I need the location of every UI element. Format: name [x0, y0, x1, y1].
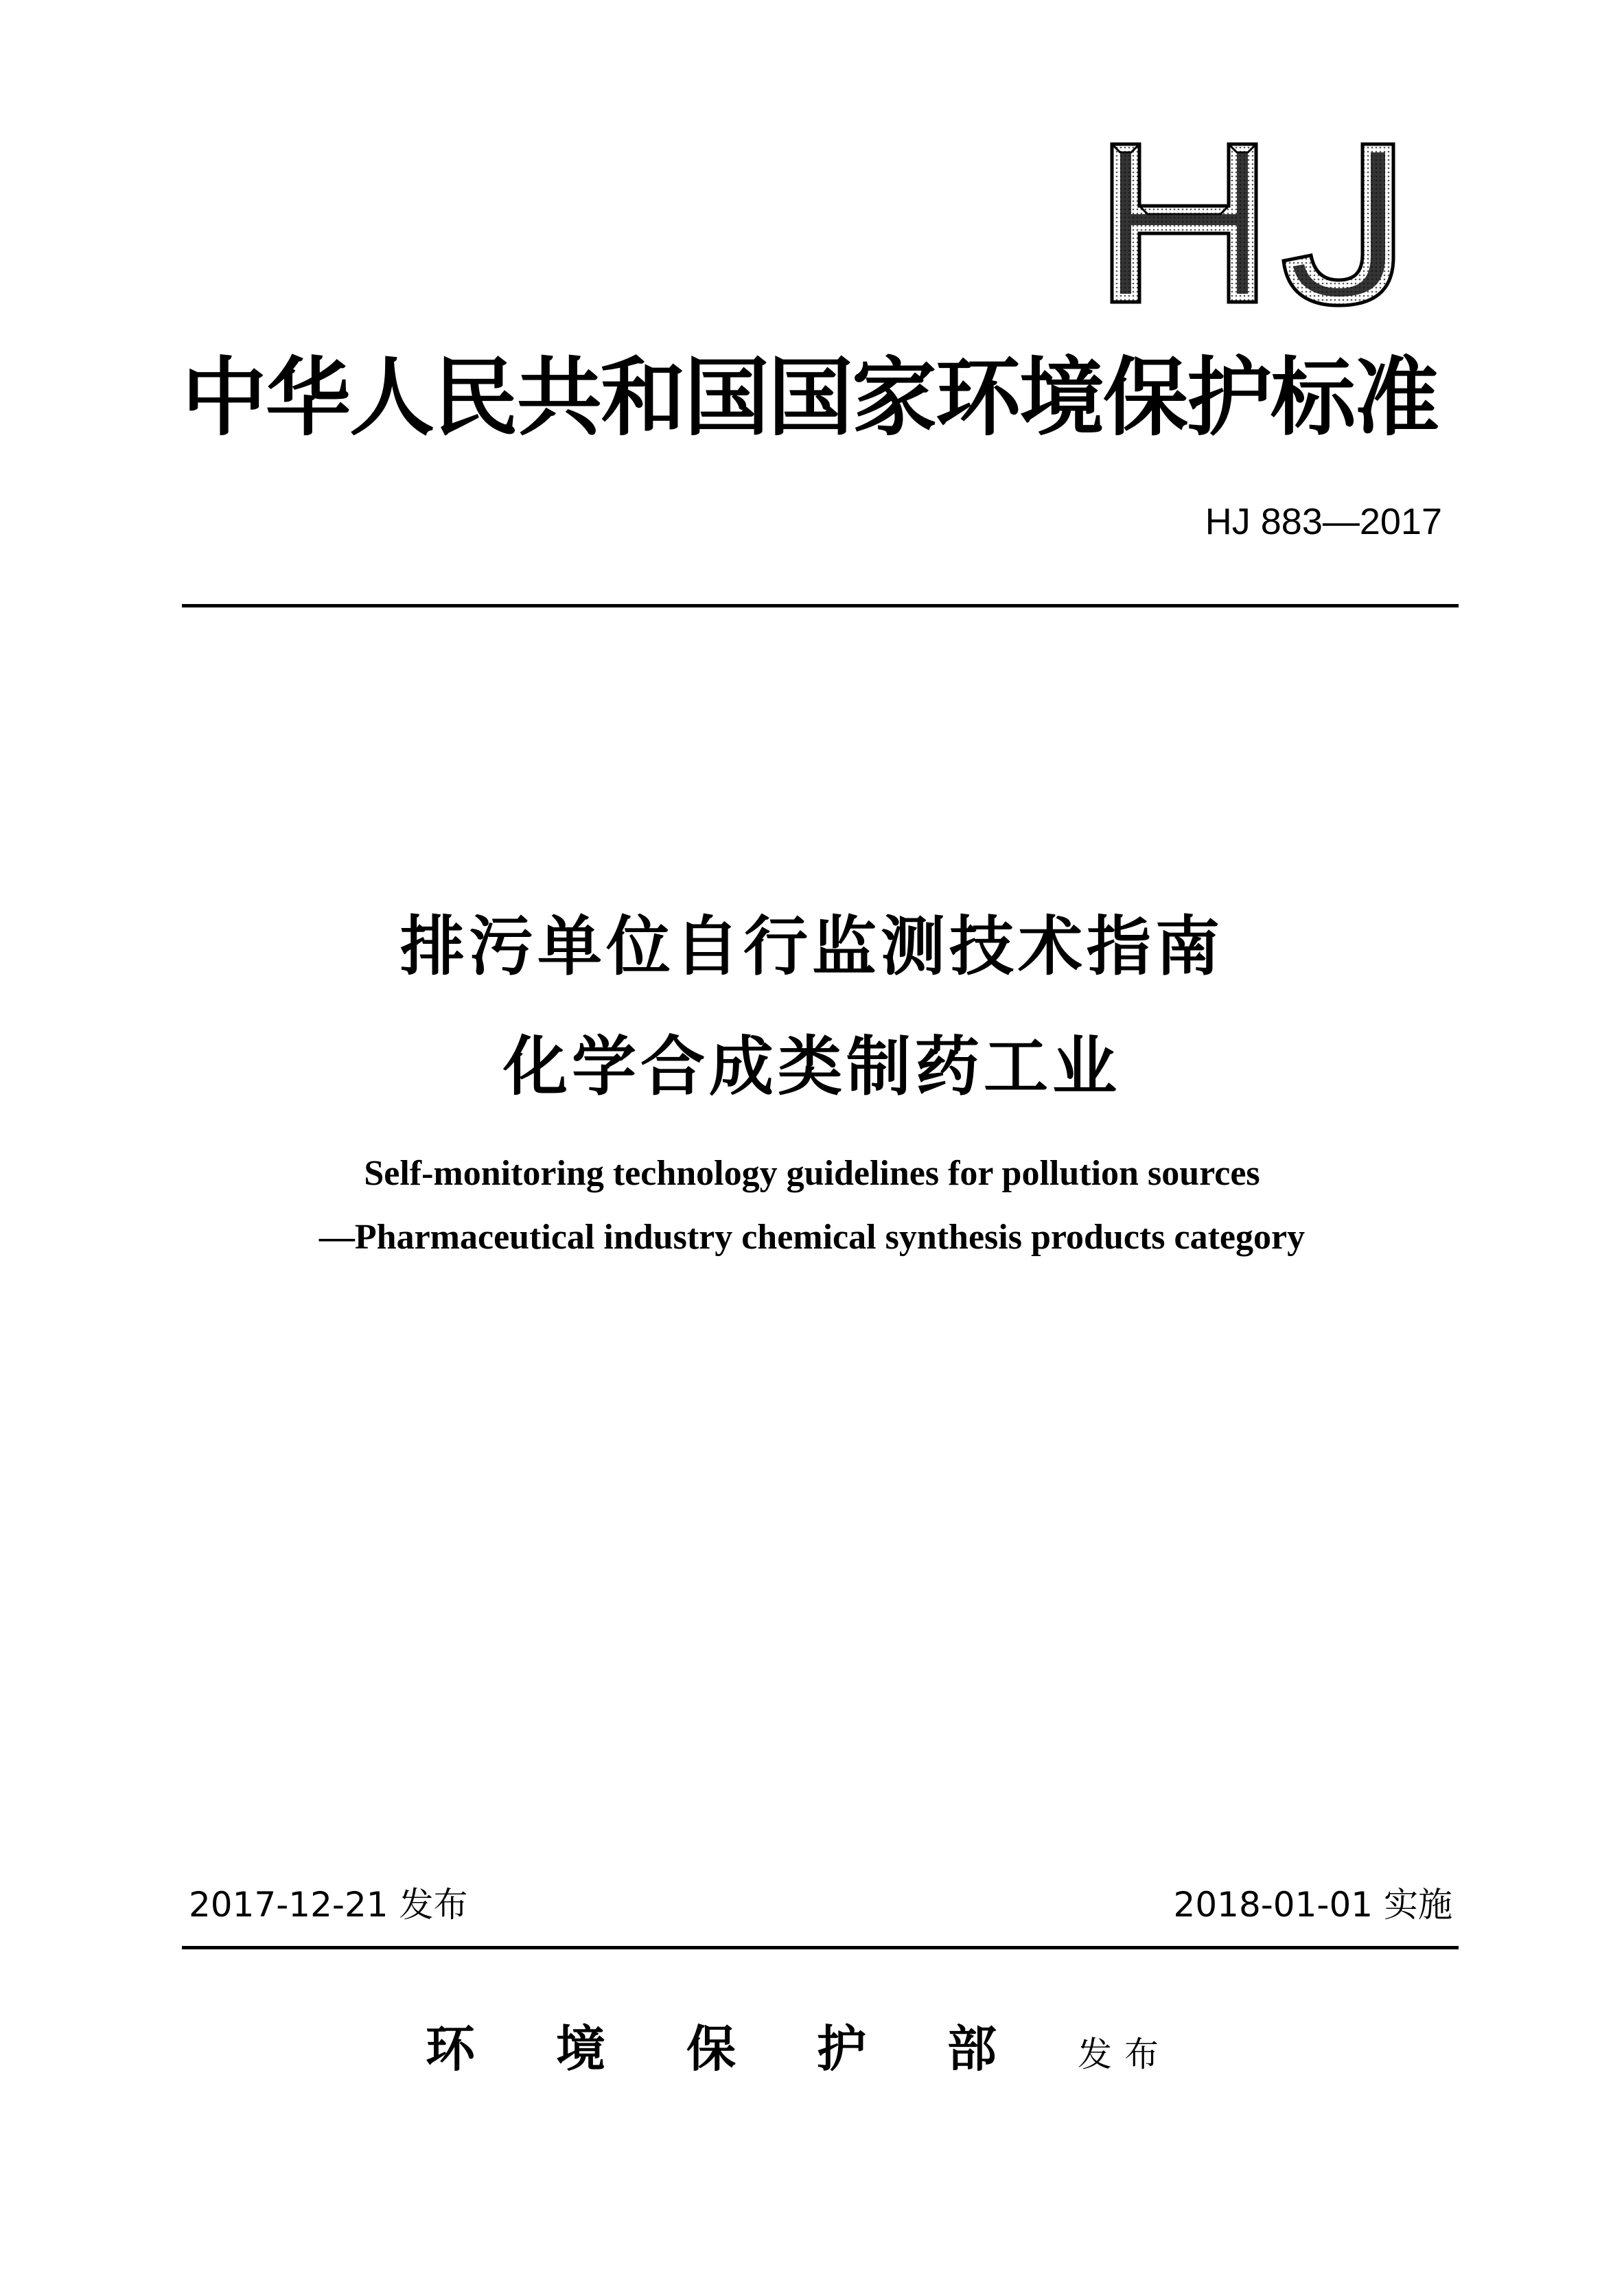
- standard-category-title: 中华人民共和国国家环境保护标准: [182, 348, 1439, 448]
- implementation-date: 2018-01-01 实施: [1173, 1885, 1452, 1925]
- document-title-zh-line1: 排污单位自行监测技术指南: [399, 909, 1224, 984]
- top-divider: [182, 604, 1459, 607]
- hj-logo: [1098, 137, 1421, 309]
- publisher-name: 环境保护部: [426, 2019, 1078, 2078]
- publisher-suffix: 发布: [1078, 2034, 1172, 2074]
- document-title-en-line2: —Pharmaceutical industry chemical synthesis products category: [318, 1218, 1306, 1257]
- bottom-divider: [182, 1946, 1459, 1949]
- issue-date: 2017-12-21 发布: [189, 1885, 468, 1925]
- document-title-en-line1: Self-monitoring technology guidelines for pollution sources: [364, 1154, 1260, 1193]
- publisher: [426, 2015, 1318, 2097]
- hj-logo-icon: [1098, 137, 1421, 309]
- document-title-zh-line2: 化学合成类制药工业: [502, 1030, 1121, 1104]
- standard-number: HJ 883—2017: [1205, 501, 1442, 542]
